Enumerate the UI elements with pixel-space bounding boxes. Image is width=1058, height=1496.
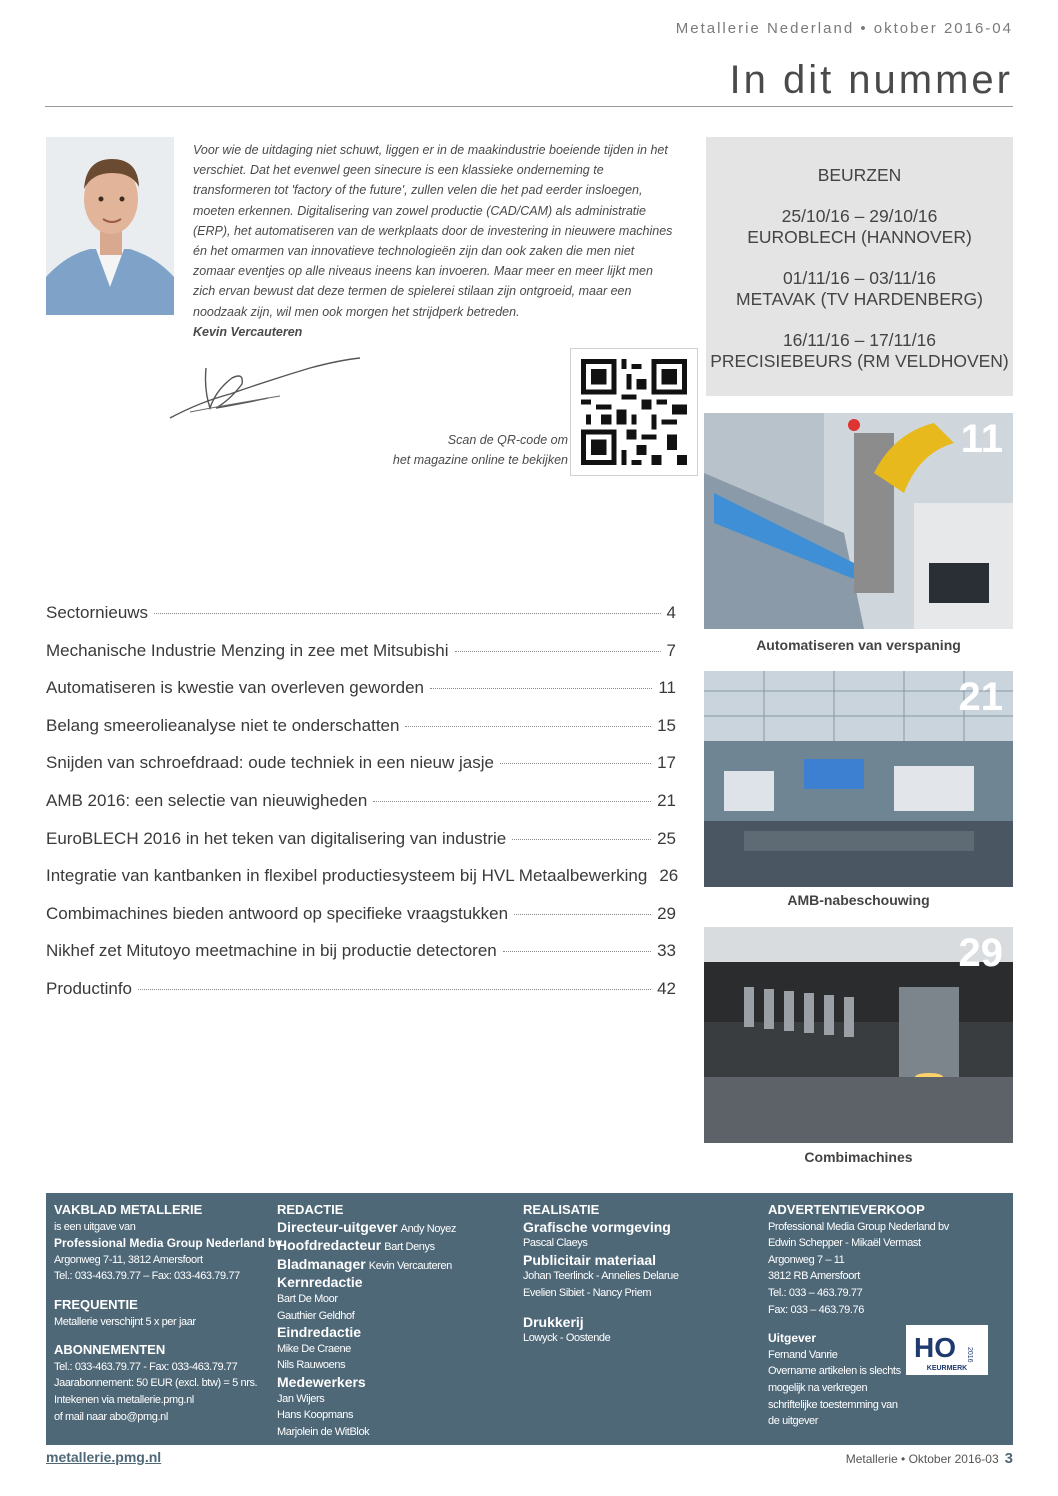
masthead-person: Johan Teerlinck - Annelies Delarue (523, 1270, 679, 1283)
keurmerk-logo (906, 1325, 988, 1375)
masthead-line: mogelijk na verkregen (768, 1381, 868, 1394)
masthead-line: Metallerie verschijnt 5 x per jaar (54, 1315, 196, 1328)
masthead-person: Evelien Sibiet - Nancy Priem (523, 1286, 652, 1299)
toc-title: AMB 2016: een selectie van nieuwigheden (46, 790, 368, 810)
qr-code[interactable] (570, 348, 698, 476)
masthead-line: Argonweg 7 – 11 (768, 1253, 845, 1266)
toc-page: 25 (657, 828, 676, 848)
toc-entry[interactable] (46, 641, 676, 679)
toc-page: 33 (657, 941, 676, 961)
toc-title: EuroBLECH 2016 in het teken van digitalisering van industrie (46, 828, 507, 848)
masthead-person: Andy Noyez (400, 1222, 456, 1235)
masthead-heading: REALISATIE (523, 1202, 600, 1217)
masthead-heading: ABONNEMENTEN (54, 1342, 166, 1358)
toc-page: 26 (659, 866, 679, 886)
toc-entry[interactable] (46, 791, 676, 829)
toc-page: 15 (657, 715, 676, 735)
masthead-line: Fax: 033 – 463.79.76 (768, 1303, 864, 1316)
feature-photo-robot[interactable] (704, 413, 1013, 629)
masthead-heading: FREQUENTIE (54, 1296, 138, 1312)
masthead-person: Mike De Craene (277, 1342, 351, 1355)
masthead-role: Grafische vormgeving (523, 1218, 671, 1235)
toc-leader (503, 951, 651, 952)
toc-page: 11 (658, 678, 676, 698)
feature-caption: Combimachines (804, 1149, 913, 1165)
toc-page: 29 (657, 903, 676, 923)
masthead-line: Tel.: 033-463.79.77 - Fax: 033-463.79.77 (54, 1360, 238, 1373)
qr-caption (393, 430, 568, 470)
toc-title: Sectornieuws (46, 603, 149, 622)
toc-leader (455, 651, 661, 652)
toc-leader (373, 801, 651, 802)
qr-caption-line2: het magazine online te bekijken (392, 453, 568, 467)
toc-title: Nikhef zet Mitutoyo meetmachine in bij productie detectoren (46, 941, 497, 961)
masthead-role: Medewerkers (277, 1373, 366, 1390)
masthead-role: Publicitair materiaal (523, 1251, 657, 1268)
publication-line: Metallerie Nederland • oktober 2016-04 (675, 20, 1013, 37)
masthead-colophon (46, 1193, 1013, 1445)
fair-item (706, 268, 1013, 310)
masthead-person: Marjolein de WitBlok (277, 1425, 370, 1438)
masthead-person: Kevin Vercauteren (368, 1259, 452, 1272)
editorial-author: Kevin Vercauteren (193, 324, 303, 339)
editorial-text: Voor wie de uitdaging niet schuwt, liggen er in de maakindustrie boeiende tijden in het verschiet. Dat het evenwel geen sinecure is een klassieke onderneming te transformeren tot 'factory of the future', zullen velen die het pad eerder insloegen, moeten erkennen. Digitalisering van zowel productie (CAD/CAM) als administratie (ERP), het automatiseren van de werkplaats door de investering in nieuwere machines én het omarmen van innovatieve technologieën zijn dan ook zaken die men niet zomaar eventjes op alle niveaus ineens kan invoeren. Maar meer en meer lijkt men zich ervan bewust dat deze termen de spielerei stilaan zijn ontgroeid, maar een noodzaak zijn, wil men ook morgen het strijdperk betreden. (193, 143, 673, 319)
fair-name: METAVAK (TV HARDENBERG) (736, 289, 983, 309)
toc-leader (430, 688, 652, 689)
footer-page-number: 3 (1004, 1450, 1013, 1467)
editorial-intro (193, 140, 675, 342)
masthead-role: Eindredactie (277, 1324, 362, 1341)
page-title: In dit nummer (729, 58, 1013, 102)
masthead-line: Professional Media Group Nederland bv (768, 1220, 949, 1233)
toc-page: 4 (666, 603, 676, 622)
masthead-line: Fernand Vanrie (768, 1348, 838, 1361)
fairs-title: BEURZEN (817, 165, 902, 185)
author-portrait (46, 137, 174, 315)
toc-leader (154, 613, 660, 614)
toc-entry[interactable] (46, 753, 676, 791)
masthead-line: Tel.: 033-463.79.77 – Fax: 033-463.79.77 (54, 1270, 240, 1283)
toc-page: 7 (666, 640, 676, 660)
toc-title: Belang smeerolieanalyse niet te onderschatten (46, 715, 400, 735)
toc-entry[interactable] (46, 941, 676, 979)
masthead-role: Bladmanager (277, 1255, 366, 1272)
masthead-line: of mail naar abo@pmg.nl (54, 1410, 168, 1423)
masthead-person: Pascal Claeys (523, 1237, 588, 1250)
toc-leader (514, 914, 651, 915)
toc-title: Combimachines bieden antwoord op specifieke vraagstukken (46, 903, 509, 923)
fair-dates: 01/11/16 – 03/11/16 (782, 268, 937, 288)
masthead-line: Jaarabonnement: 50 EUR (excl. btw) = 5 nrs. (54, 1377, 258, 1390)
fair-dates: 16/11/16 – 17/11/16 (782, 330, 937, 350)
toc-leader (500, 763, 651, 764)
masthead-line: Argonweg 7-11, 3812 Amersfoort (54, 1253, 203, 1266)
toc-entry[interactable] (46, 603, 676, 641)
toc-entry[interactable] (46, 904, 676, 942)
masthead-person: Nils Rauwoens (277, 1359, 346, 1372)
fair-item (706, 330, 1013, 372)
masthead-editorial-column (277, 1202, 456, 1440)
masthead-heading: ADVERTENTIEVERKOOP (768, 1202, 925, 1217)
signature-image (160, 350, 370, 430)
toc-title: Productinfo (46, 978, 132, 998)
masthead-person: Lowyck - Oostende (523, 1332, 611, 1345)
masthead-line: is een uitgave van (54, 1220, 136, 1233)
toc-leader (405, 726, 651, 727)
masthead-line: de uitgever (768, 1415, 819, 1428)
fairs-box (706, 137, 1013, 396)
footer-website-link[interactable]: metallerie.pmg.nl (46, 1449, 162, 1465)
toc-entry[interactable] (46, 678, 676, 716)
footer-issue: Metallerie • Oktober 2016-03 (845, 1452, 999, 1466)
toc-entry[interactable] (46, 829, 676, 867)
masthead-person: Hans Koopmans (277, 1409, 354, 1422)
title-divider (45, 106, 1013, 107)
toc-title: Mechanische Industrie Menzing in zee met Mitsubishi (46, 640, 449, 660)
masthead-heading: Uitgever (768, 1331, 817, 1346)
feature-page-number: 21 (958, 675, 1003, 719)
masthead-person: Gauthier Geldhof (277, 1309, 355, 1322)
qr-caption-line1: Scan de QR-code om (447, 433, 568, 447)
toc-page: 17 (657, 753, 676, 773)
fair-dates: 25/10/16 – 29/10/16 (781, 206, 938, 226)
masthead-publisher-column (54, 1202, 282, 1425)
masthead-line: Overname artikelen is slechts (768, 1365, 901, 1378)
feature-photo-combimachine[interactable] (704, 927, 1013, 1143)
toc-entry[interactable] (46, 716, 676, 754)
masthead-line: Edwin Schepper - Mikaël Vermast (768, 1237, 921, 1250)
toc-page: 42 (657, 978, 676, 998)
masthead-advertising-column (768, 1202, 949, 1430)
masthead-person: Bart De Moor (277, 1292, 338, 1305)
fair-item (706, 206, 1013, 248)
masthead-line: 3812 RB Amersfoort (768, 1270, 860, 1283)
masthead-line: Intekenen via metallerie.pmg.nl (54, 1393, 194, 1406)
feature-caption: AMB-nabeschouwing (787, 892, 930, 908)
masthead-person: Bart Denys (384, 1241, 435, 1254)
toc-title: Automatiseren is kwestie van overleven geworden (46, 678, 424, 698)
masthead-heading: REDACTIE (277, 1202, 344, 1217)
masthead-line: schriftelijke toestemming van (768, 1398, 898, 1411)
feature-page-number: 11 (960, 417, 1003, 461)
masthead-person: Jan Wijers (277, 1392, 325, 1405)
toc-page: 21 (657, 790, 676, 810)
masthead-heading: VAKBLAD METALLERIE (54, 1202, 203, 1217)
table-of-contents (46, 603, 679, 1017)
masthead-production-column (523, 1202, 679, 1347)
keurmerk-label: KEURMERK (926, 1365, 968, 1372)
masthead-publisher-name: Professional Media Group Nederland bv (54, 1236, 283, 1251)
feature-photo-exhibition[interactable] (704, 671, 1013, 887)
toc-title: Snijden van schroefdraad: oude techniek in een nieuw jasje (46, 753, 494, 773)
masthead-role: Directeur-uitgever (277, 1218, 398, 1235)
feature-caption: Automatiseren van verspaning (756, 637, 961, 653)
keurmerk-logo-text: HO (914, 1332, 956, 1363)
masthead-role: Drukkerij (523, 1313, 584, 1330)
masthead-role: Hoofdredacteur (277, 1237, 382, 1254)
toc-leader (138, 989, 651, 990)
fair-name: PRECISIEBEURS (RM VELDHOVEN) (710, 351, 1009, 371)
toc-entry[interactable] (46, 866, 679, 904)
feature-page-number: 29 (958, 931, 1003, 975)
fair-name: EUROBLECH (HANNOVER) (747, 227, 972, 247)
footer-issue-info (846, 1450, 1013, 1467)
toc-title: Integratie van kantbanken in flexibel productiesysteem bij HVL Metaalbewerking (46, 866, 648, 886)
keurmerk-year: 2016 (966, 1347, 973, 1363)
masthead-role: Kernredactie (277, 1274, 363, 1291)
toc-leader (512, 839, 651, 840)
masthead-line: Tel.: 033 – 463.79.77 (768, 1286, 863, 1299)
toc-entry[interactable] (46, 979, 676, 1017)
